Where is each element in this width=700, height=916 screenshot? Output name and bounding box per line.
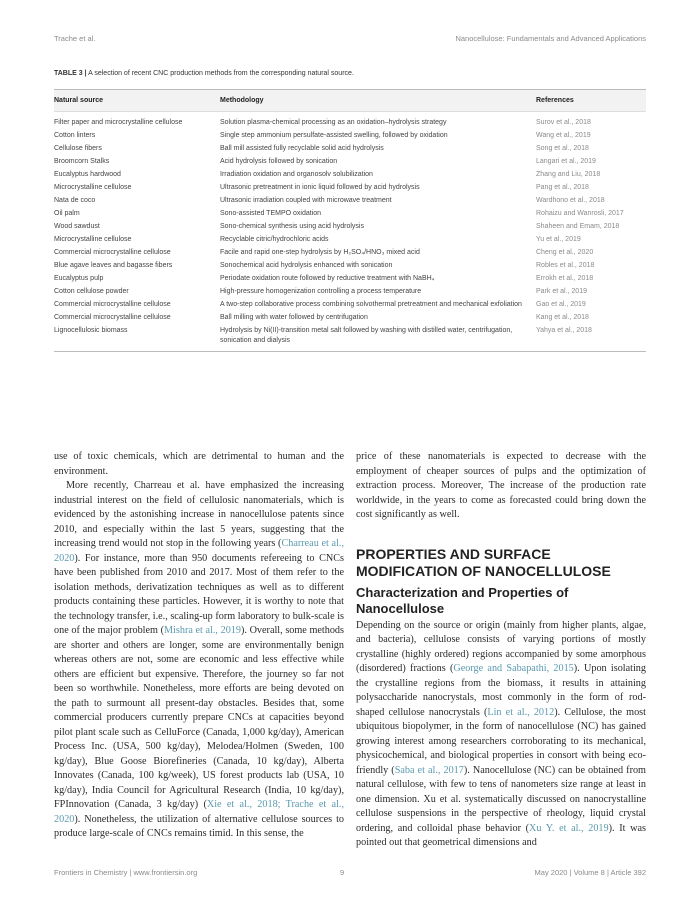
cell-methodology: Recyclable citric/hydrochloric acids bbox=[220, 236, 329, 243]
text-run: ). Nanocellulose (NC) can be obtained from natural cellulose, with few to tens of nanometers size range at least in one dimension. Xu et al. systematically discussed on nanocrystalline cellulose suspensions in the perspective of rheology, liquid crystal ordering, and colloidal phase behavior ( bbox=[356, 764, 646, 834]
paragraph bbox=[54, 479, 344, 842]
header-natural-source: Natural source bbox=[54, 97, 104, 104]
text-run: Depending on the source or origin (mainly from higher plants, algae, and bacteria), cellulose consists of varying portions of mostly crystalline (highly ordered) regions accompanied by some amorphous (disordered) fractions ( bbox=[356, 619, 646, 674]
table-row bbox=[54, 131, 646, 141]
table-row bbox=[54, 261, 646, 271]
header-methodology: Methodology bbox=[220, 97, 264, 104]
cell-natural-source: Filter paper and microcrystalline cellulose bbox=[54, 119, 183, 126]
table-row bbox=[54, 274, 646, 284]
cell-reference[interactable]: Wang et al., 2019 bbox=[536, 132, 591, 139]
cell-reference[interactable]: Pang et al., 2018 bbox=[536, 184, 589, 191]
cell-natural-source: Broomcorn Stalks bbox=[54, 158, 110, 165]
cell-reference[interactable]: Robles et al., 2018 bbox=[536, 262, 595, 269]
table-row bbox=[54, 118, 646, 128]
table-row bbox=[54, 157, 646, 167]
cell-reference[interactable]: Wardhono et al., 2018 bbox=[536, 197, 605, 204]
text-run: ). Cellulose, the most ubiquitous biopolymer, in the form of nanocellulose (NC) has gained growing interest among researchers corroborating to its mechanical, physicochemical, and biological properties in consort with being eco-friendly ( bbox=[356, 706, 646, 776]
text-run: ). Upon isolating the crystalline regions from the biomass, it results in attaining polysaccharide nanocrystals, most commonly in the form of rod-shaped cellulose nanocrystals ( bbox=[356, 663, 646, 718]
citation-link[interactable]: George and Sabapathi, 2015 bbox=[453, 663, 574, 674]
citation-link[interactable]: Charreau et al., 2020 bbox=[54, 538, 345, 564]
footer-journal: Frontiers in Chemistry | www.frontiersin.org bbox=[54, 868, 198, 877]
text-run: ). For instance, more than 950 documents refereeing to CNCs have been published from 2010 and 2017. Most of them refer to the isolation methods, derivatization techniques as well as to different products containing these particles. However, it is worthy to note that the technology transfer, i.e., scaling-up form laboratory to bulk-scale is one of the major problem ( bbox=[54, 552, 344, 636]
cell-methodology: Acid hydrolysis followed by sonication bbox=[220, 158, 338, 165]
running-header-authors: Trache et al. bbox=[54, 34, 96, 43]
cell-reference[interactable]: Park et al., 2019 bbox=[536, 288, 587, 295]
paragraph: use of toxic chemicals, which are detrimental to human and the environment. bbox=[54, 451, 344, 477]
cell-natural-source: Oil palm bbox=[54, 210, 80, 217]
table-row bbox=[54, 287, 646, 297]
table-row bbox=[54, 248, 646, 258]
cell-methodology: Sono-chemical synthesis using acid hydrolysis bbox=[220, 223, 364, 230]
cell-natural-source: Lignocellulosic biomass bbox=[54, 327, 128, 334]
cell-methodology: Solution plasma-chemical processing as an oxidation–hydrolysis strategy bbox=[220, 119, 447, 126]
cell-natural-source: Blue agave leaves and bagasse fibers bbox=[54, 262, 173, 269]
cell-natural-source: Commercial microcrystalline cellulose bbox=[54, 314, 171, 321]
cell-natural-source: Commercial microcrystalline cellulose bbox=[54, 301, 171, 308]
cell-methodology: Sonochemical acid hydrolysis enhanced with sonication bbox=[220, 262, 393, 269]
cell-reference[interactable]: Yu et al., 2019 bbox=[536, 236, 581, 243]
cell-methodology: Facile and rapid one-step hydrolysis by H₂SO₄/HNO₃ mixed acid bbox=[220, 249, 420, 256]
header-references: References bbox=[536, 97, 574, 104]
page-number: 9 bbox=[340, 868, 345, 877]
text-run: ). It was pointed out that geometrical dimensions and bbox=[356, 822, 646, 848]
cell-methodology: Ball mill assisted fully recyclable solid acid hydrolysis bbox=[220, 145, 384, 152]
table-row bbox=[54, 183, 646, 193]
citation-link[interactable]: Saba et al., 2017 bbox=[394, 764, 464, 776]
citation-link[interactable]: Mishra et al., 2019 bbox=[164, 625, 241, 636]
cell-reference[interactable]: Gao et al., 2019 bbox=[536, 301, 586, 308]
cell-natural-source: Cellulose fibers bbox=[54, 145, 102, 152]
cell-natural-source: Commercial microcrystalline cellulose bbox=[54, 249, 171, 256]
table-caption-text: A selection of recent CNC production methods from the corresponding natural source. bbox=[86, 70, 354, 77]
cell-natural-source: Wood sawdust bbox=[54, 223, 100, 230]
cell-natural-source: Eucalyptus pulp bbox=[54, 275, 104, 282]
cell-methodology: Periodate oxidation route followed by reductive treatment with NaBH₄ bbox=[220, 275, 435, 282]
cell-methodology: Ultrasonic irradiation coupled with microwave treatment bbox=[220, 197, 392, 204]
cell-methodology: Ultrasonic pretreatment in ionic liquid followed by acid hydrolysis bbox=[220, 184, 420, 191]
cell-methodology: Irradiation oxidation and organosolv solubilization bbox=[220, 171, 373, 178]
table-row bbox=[54, 196, 646, 206]
text-run: ). Overall, some methods are shorter and others are longer, some are environmentally benign whereas others are not, some are economic and less effective while others are efficient but expensive. Therefore, the journey so far not been so worthwhile. Nonetheless, more efforts are being devoted on the path to surmount all present-day obstacles. Besides that, some commercial producers currently prepare CNCs at capacities beyond pilot plant scale such as CelluForce (Canada, 1,000 kg/day), American Process Inc. (USA, 500 kg/day), Melodea/Holmen (Sweden, 100 kg/day), Blue Goose Biorefineries (Canada, 10 kg/day), Alberta Innovates (Canada, 100 kg/week), US forest products lab (USA, 10 kg/day), India Council for Agricultural Research (India, 10 kg/day), FPInnovation (Canada, 3 kg/day) ( bbox=[54, 625, 344, 810]
table-row bbox=[54, 313, 646, 323]
cell-reference[interactable]: Errokh et al., 2018 bbox=[536, 275, 594, 282]
cell-natural-source: Nata de coco bbox=[54, 197, 96, 204]
left-text-column bbox=[54, 450, 344, 842]
table-row bbox=[54, 209, 646, 219]
cell-methodology: Single step ammonium persulfate-assisted swelling, followed by oxidation bbox=[220, 132, 448, 139]
cell-reference[interactable]: Yahya et al., 2018 bbox=[536, 327, 592, 334]
table-row bbox=[54, 222, 646, 232]
cell-methodology: Hydrolysis by Ni(II)-transition metal salt followed by washing with distilled water, centrifugation, sonication and dialysis bbox=[220, 327, 513, 344]
cell-reference[interactable]: Zhang and Liu, 2018 bbox=[536, 171, 601, 178]
citation-link[interactable]: Xie et al., 2018; Trache et al., 2020 bbox=[54, 799, 344, 825]
table-row bbox=[54, 170, 646, 180]
citation-link[interactable]: Lin et al., 2012 bbox=[487, 706, 555, 718]
table-caption-label: TABLE 3 | bbox=[54, 70, 87, 77]
cell-reference[interactable]: Langari et al., 2019 bbox=[536, 158, 596, 165]
cell-reference[interactable]: Song et al., 2018 bbox=[536, 145, 589, 152]
section-heading: PROPERTIES AND SURFACE MODIFICATION OF NANOCELLULOSE bbox=[356, 545, 611, 579]
cell-natural-source: Eucalyptus hardwood bbox=[54, 171, 121, 178]
running-header-title: Nanocellulose: Fundamentals and Advanced Applications bbox=[455, 34, 646, 43]
subsection-heading: Characterization and Properties of Nanocellulose bbox=[356, 584, 569, 616]
cell-reference[interactable]: Rohaizu and Wanrosli, 2017 bbox=[536, 210, 624, 217]
text-run: ). Nonetheless, the utilization of alternative cellulose sources to produce large-scale of CNCs remains timid. In this sense, the bbox=[54, 813, 344, 839]
paragraph bbox=[356, 619, 646, 851]
cell-methodology: Ball milling with water followed by centrifugation bbox=[220, 314, 368, 321]
table-header-row bbox=[54, 90, 646, 112]
cell-reference[interactable]: Shaheen and Emam, 2018 bbox=[536, 223, 620, 230]
cell-natural-source: Cotton linters bbox=[54, 132, 96, 139]
cell-reference[interactable]: Surov et al., 2018 bbox=[536, 119, 591, 126]
table-body bbox=[54, 112, 646, 351]
cell-natural-source: Cotton cellulose powder bbox=[54, 288, 129, 295]
cell-natural-source: Microcrystalline cellulose bbox=[54, 184, 132, 191]
right-text-column bbox=[356, 450, 646, 851]
text-run: More recently, Charreau et al. have emphasized the increasing industrial interest on the field of cellulosic nanomaterials, which is evidenced by the astonishing increase in nanocellulose patents since 2010, and especially within the last 5 years, suggesting that the increasing trend would not stop in the following years ( bbox=[54, 480, 344, 549]
paragraph: price of these nanomaterials is expected to decrease with the employment of cheaper sources of pulps and the optimization of extraction process. Moreover, The increase of the production rate worldwide, in the years to come as forecasted could bring down the cost significantly as well. bbox=[356, 451, 646, 520]
cell-methodology: Sono-assisted TEMPO oxidation bbox=[220, 210, 322, 217]
table-row bbox=[54, 326, 646, 346]
cnc-methods-table bbox=[54, 89, 646, 352]
table-caption bbox=[54, 70, 646, 77]
table-row bbox=[54, 144, 646, 154]
table-row bbox=[54, 235, 646, 245]
table-row bbox=[54, 300, 646, 310]
cell-methodology: A two-step collaborative process combining solvothermal pretreatment and mechanical exfoliation bbox=[220, 301, 522, 308]
footer-issue: May 2020 | Volume 8 | Article 392 bbox=[534, 868, 646, 877]
cell-natural-source: Microcrystalline cellulose bbox=[54, 236, 132, 243]
cell-reference[interactable]: Kang et al., 2018 bbox=[536, 314, 589, 321]
cell-reference[interactable]: Cheng et al., 2020 bbox=[536, 249, 594, 256]
citation-link[interactable]: Xu Y. et al., 2019 bbox=[529, 822, 609, 834]
cell-methodology: High-pressure homogenization controlling a process temperature bbox=[220, 288, 422, 295]
